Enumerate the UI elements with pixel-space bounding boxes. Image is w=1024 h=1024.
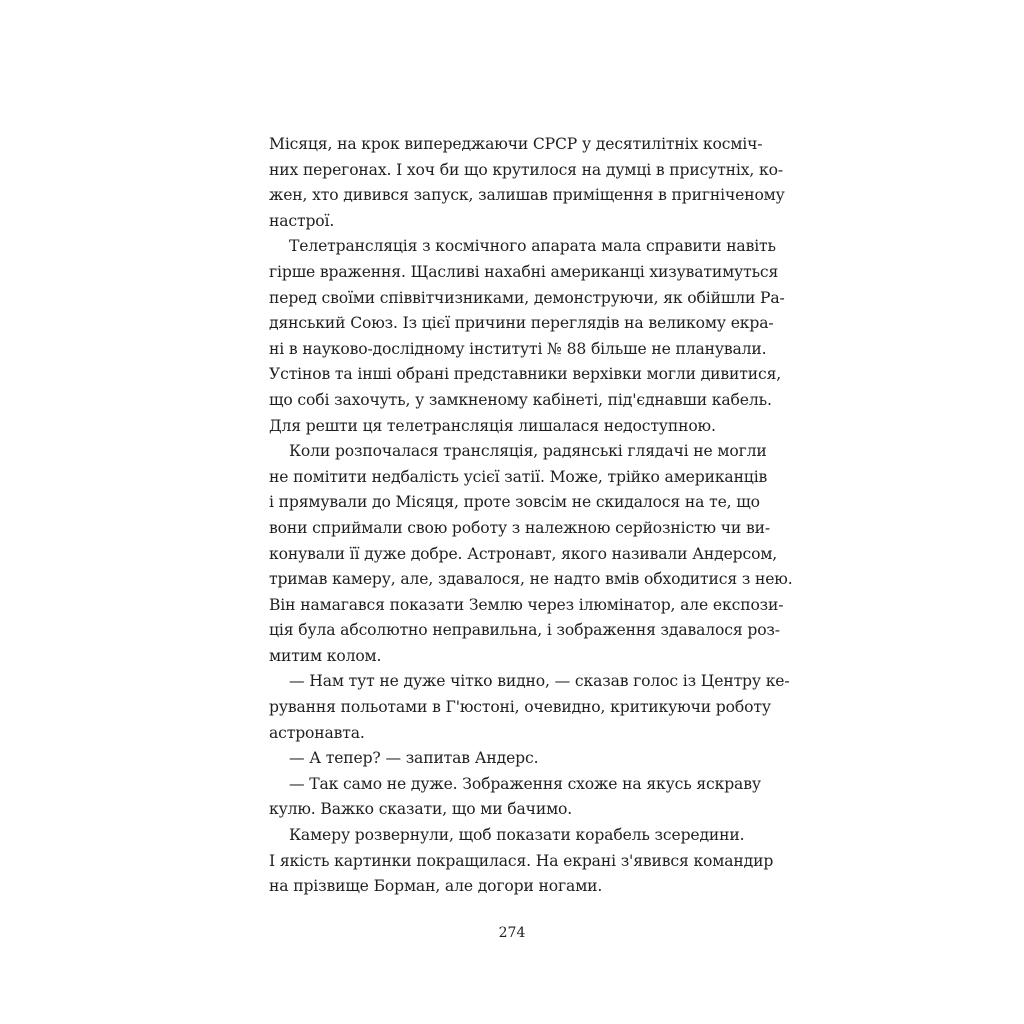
text-line: них перегонах. І хоч би що крутилося на думці в присутніх, ко- <box>269 160 783 179</box>
paragraph <box>269 234 785 439</box>
text-line: Коли розпочалася трансляція, радянські глядачі не могли <box>289 442 767 461</box>
text-line: — Нам тут не дуже чітко видно, — сказав голос із Центру ке- <box>289 672 790 691</box>
text-line: астронавта. <box>269 723 365 742</box>
paragraph <box>269 823 774 900</box>
text-line: ція була абсолютно неправильна, і зображення здавалося роз- <box>269 621 780 640</box>
text-line: жен, хто дивився запуск, залишав приміщення в пригніченому <box>269 186 785 205</box>
text-line: Для решти ця телетрансляція лишалася недоступною. <box>269 416 716 435</box>
text-line: гірше враження. Щасливі нахабні американці хизуватимуться <box>269 262 779 281</box>
text-line: настрої. <box>269 211 335 230</box>
text-line: на прізвище Борман, але догори ногами. <box>269 877 603 896</box>
text-line: що собі захочуть, у замкненому кабінеті, під'єднавши кабель. <box>269 390 772 409</box>
text-line: не помітити недбалість усієї затії. Може, трійко американців <box>269 467 768 486</box>
text-line: конували її дуже добре. Астронавт, якого називали Андерсом, <box>269 544 778 563</box>
text-line: Він намагався показати Землю через ілюмінатор, але експози- <box>269 595 784 614</box>
paragraph <box>269 746 729 772</box>
text-line: митим колом. <box>269 646 382 665</box>
page-number: 274 <box>498 925 526 941</box>
text-line: вони сприймали свою роботу з належною серйозністю чи ви- <box>269 518 770 537</box>
text-line: дянський Союз. Із цієї причини переглядів на великому екра- <box>269 314 774 333</box>
text-line: — Так само не дуже. Зображення схоже на якусь яскраву <box>289 774 761 793</box>
text-line: перед своїми співвітчизниками, демонструючи, як обійшли Ра- <box>269 288 785 307</box>
text-line: тримав камеру, але, здавалося, не надто вмів обходитися з нею. <box>269 570 793 589</box>
paragraph <box>269 439 793 669</box>
text-line: Місяця, на крок випереджаючи СРСР у десятилітніх косміч- <box>269 135 763 153</box>
text-line: і прямували до Місяця, проте зовсім не скидалося на те, що <box>269 493 760 512</box>
text-line: ні в науково-дослідному інституті № 88 більше не планували. <box>269 339 767 358</box>
text-line: Телетрансляція з космічного апарата мала справити навіть <box>289 237 776 256</box>
body-text <box>269 132 793 900</box>
text-line: Камеру розвернули, щоб показати корабель зсередини. <box>289 826 745 845</box>
text-line: рування польотами в Г'юстоні, очевидно, критикуючи роботу <box>269 698 771 717</box>
text-line: — А тепер? — запитав Андерс. <box>289 749 539 768</box>
paragraph <box>269 772 761 823</box>
text-line: кулю. Важко сказати, що ми бачимо. <box>269 800 573 819</box>
paragraph <box>269 669 790 746</box>
paragraph <box>269 132 785 234</box>
text-line: Устінов та інші обрані представники верхівки могли дивитися, <box>269 365 782 384</box>
text-line: І якість картинки покращилася. На екрані з'явився командир <box>269 851 774 870</box>
